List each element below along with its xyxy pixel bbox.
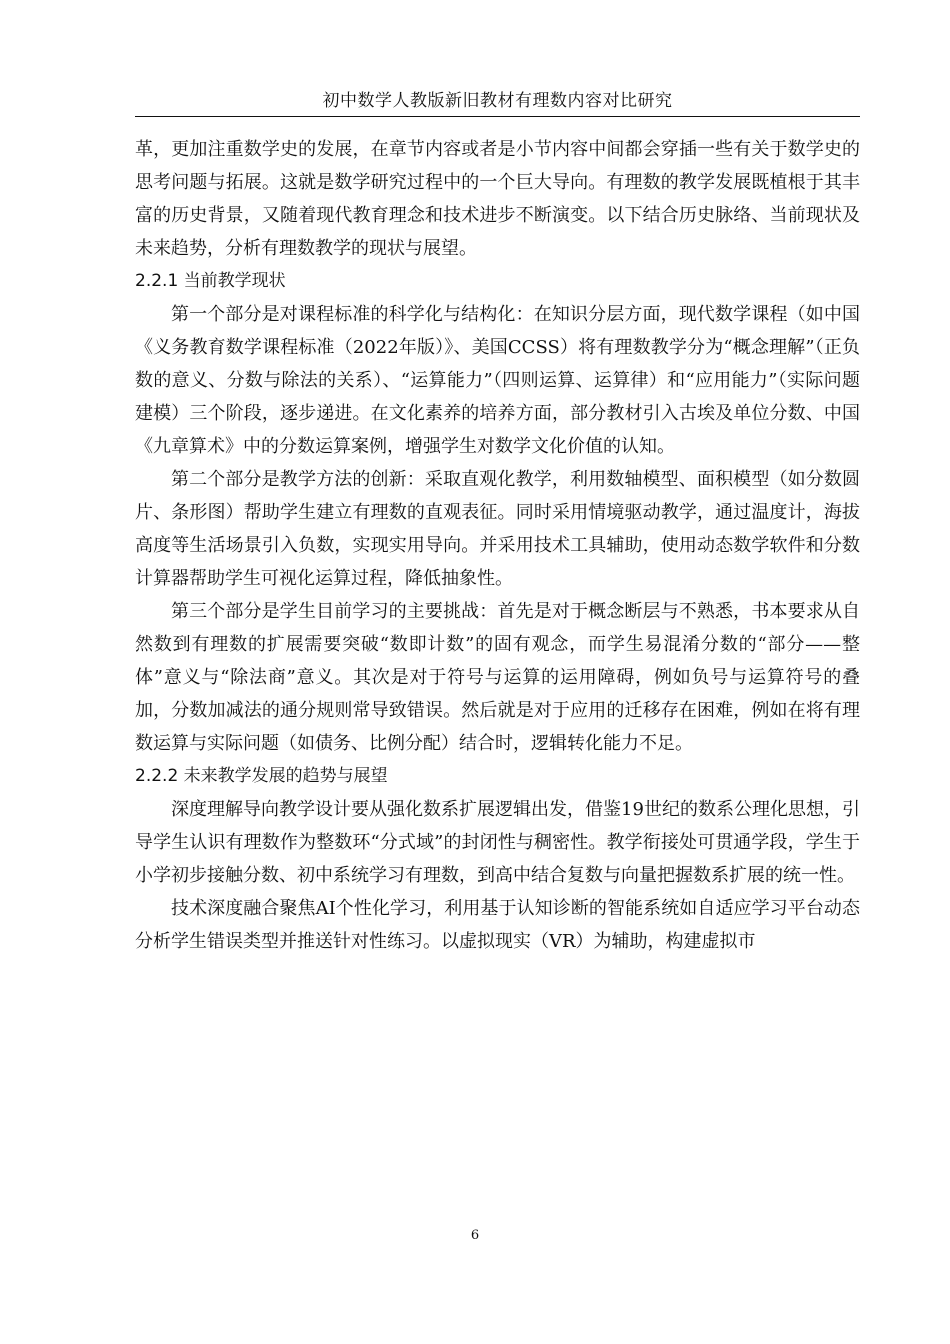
header-divider xyxy=(135,116,860,117)
section-heading-2-2-2: 2.2.2 未来教学发展的趋势与展望 xyxy=(135,766,388,786)
paragraph: 技术深度融合聚焦AI个性化学习，利用基于认知诊断的智能系统如自适应学习平台动态分析学生错误类型并推送针对性练习。以虚拟现实（VR）为辅助，构建虚拟市 xyxy=(135,898,860,952)
paragraph: 第三个部分是学生目前学习的主要挑战：首先是对于概念断层与不熟悉，书本要求从自然数到有理数的扩展需要突破“数即计数”的固有观念，而学生易混淆分数的“部分——整体”意义与“除法商”意义。其次是对于符号与运算的运用障碍，例如负号与运算符号的叠加，分数加减法的通分规则常导致错误。然后就是对于应用的迁移存在困难，例如在将有理数运算与实际问题（如债务、比例分配）结合时，逻辑转化能力不足。 xyxy=(135,601,860,754)
page-number: 6 xyxy=(470,1228,480,1243)
paragraph: 第二个部分是教学方法的创新：采取直观化教学，利用数轴模型、面积模型（如分数圆片、条形图）帮助学生建立有理数的直观表征。同时采用情境驱动教学，通过温度计，海拔高度等生活场景引入负数，实现实用导向。并采用技术工具辅助，使用动态数学软件和分数计算器帮助学生可视化运算过程，降低抽象性。 xyxy=(135,469,860,589)
running-header: 初中数学人教版新旧教材有理数内容对比研究 xyxy=(322,91,673,111)
section-heading-2-2-1: 2.2.1 当前教学现状 xyxy=(135,271,286,291)
paragraph: 深度理解导向教学设计要从强化数系扩展逻辑出发，借鉴19世纪的数系公理化思想，引导学生认识有理数作为整数环“分式域”的封闭性与稠密性。教学衔接处可贯通学段，学生于小学初步接触分数、初中系统学习有理数，到高中结合复数与向量把握数系扩展的统一性。 xyxy=(135,799,860,886)
intro-paragraph: 革，更加注重数学史的发展，在章节内容或者是小节内容中间都会穿插一些有关于数学史的思考问题与拓展。这就是数学研究过程中的一个巨大导向。有理数的教学发展既植根于其丰富的历史背景，又随着现代教育理念和技术进步不断演变。以下结合历史脉络、当前现状及未来趋势，分析有理数教学的现状与展望。 xyxy=(135,139,860,259)
paragraph: 第一个部分是对课程标准的科学化与结构化：在知识分层方面，现代数学课程（如中国《义务教育数学课程标准（2022年版）》、美国CCSS）将有理数教学分为“概念理解”（正负数的意义、分数与除法的关系）、“运算能力”（四则运算、运算律）和“应用能力”（实际问题建模）三个阶段，逐步递进。在文化素养的培养方面，部分教材引入古埃及单位分数、中国《九章算术》中的分数运算案例，增强学生对数学文化价值的认知。 xyxy=(135,304,860,457)
page-body xyxy=(135,133,860,958)
